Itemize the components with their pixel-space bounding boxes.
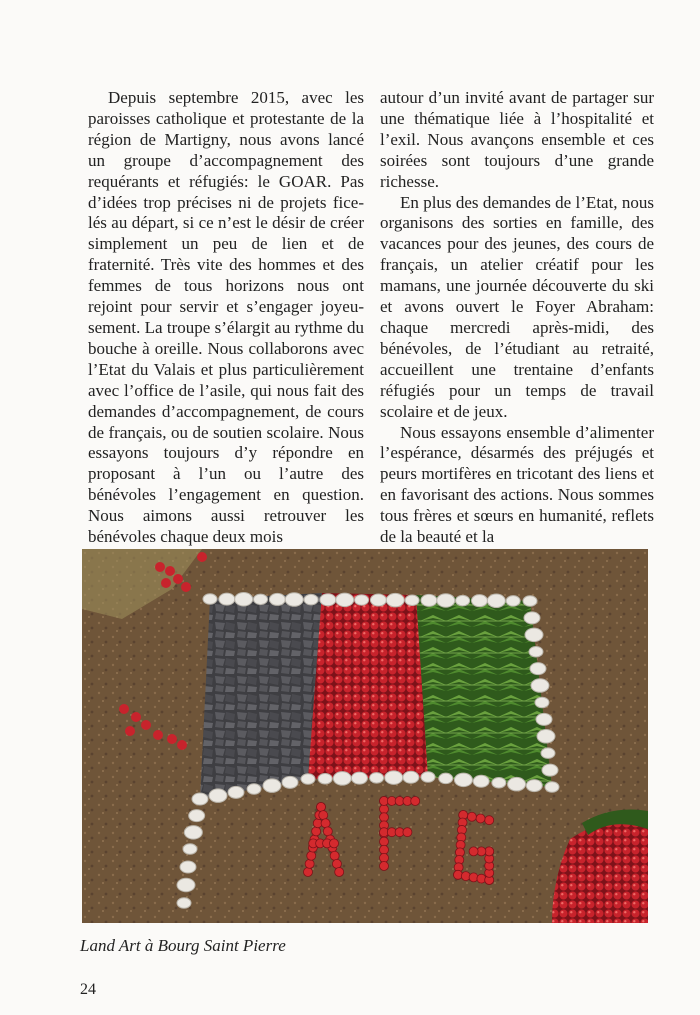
pebble [536, 713, 552, 725]
letter-berry [380, 853, 389, 862]
pebble [535, 697, 549, 708]
pebble [526, 780, 542, 792]
paragraph: autour d’un invité avant de partager sur une thématique liée à l’hospitalité et l’exil. Nous avançons ensemble et ces soirées sont toujours d’une grande richesse. [380, 88, 654, 191]
pebble [235, 592, 253, 606]
letter-berry [330, 851, 339, 860]
pebble [209, 789, 227, 803]
pebble [524, 612, 540, 624]
pebble [184, 826, 202, 840]
letter-berry [380, 837, 389, 846]
paragraph: Depuis septembre 2015, avec les paroisses catholique et protestante de la région de Martigny, nous avons lancé un groupe d’accompagnement des requérants et réfugiés: le GOAR. Pas d’idées trop précises ni de projets ficelés au départ, si ce n’est le désir de créer simplement un peu de lien et de fraternité. Très vite des hommes et des femmes de tous horizons nous ont rejoint pour servir et s’engager joyeusement. La troupe s’élargit au rythme du bouche à oreille. Nous collaborons avec l’Etat du Valais et plus particulièrement avec l’office de l’asile, qui nous fait des demandes d’accompagnement, de cours de français, ou de soutien scolaire. Nous essayons toujours d’y répondre en proposant à l’un ou l’autre des bénévoles l’engagement en question. Nous aimons aussi retrouver les bénévoles chaque deux mois [88, 88, 364, 547]
pebble [189, 810, 205, 822]
letter-berry [323, 827, 332, 836]
letter-berry [317, 803, 326, 812]
pebble [333, 772, 351, 786]
pebble [269, 593, 285, 605]
pebble [370, 594, 386, 606]
pebble [542, 764, 558, 776]
letter-berry [307, 851, 316, 860]
letter-berry [304, 868, 313, 877]
pebble [473, 775, 489, 787]
pebble [529, 646, 543, 657]
photo-caption: Land Art à Bourg Saint Pierre [80, 936, 286, 955]
letter-berry [305, 859, 314, 868]
pebble [471, 595, 487, 607]
pebble [203, 594, 217, 605]
pebble [508, 777, 526, 791]
pebble [351, 772, 367, 784]
flag-stripe-red [308, 593, 428, 779]
pebble [421, 594, 437, 606]
pebble [454, 773, 472, 787]
pebble [437, 594, 455, 608]
pebble [439, 773, 453, 784]
pebble [254, 594, 268, 605]
pebble [525, 628, 543, 642]
letter-berry [330, 839, 339, 848]
letter-berry [335, 868, 344, 877]
pebble [370, 773, 384, 784]
letter-berry [380, 805, 389, 814]
letter-berry [380, 845, 389, 854]
pebble [541, 748, 555, 759]
pebble [403, 771, 419, 783]
pebble [421, 772, 435, 783]
pebble [492, 777, 506, 788]
photo-illustration [82, 549, 648, 923]
letter-berry [332, 859, 341, 868]
letter-berry [403, 828, 412, 837]
pebble [285, 593, 303, 607]
pebble [219, 593, 235, 605]
pebble [487, 594, 505, 608]
pebble [386, 593, 404, 607]
paragraph: Nous essayons ensemble d’alimenter l’espérance, désarmés des préjugés et peurs mortifères en tricotant des liens et en favorisant des actions. Nous sommes tous frères et sœurs en humanité, reflets de la beauté et la [380, 422, 654, 547]
pebble [531, 679, 549, 693]
text-column-right [380, 88, 654, 548]
pebble [456, 595, 470, 606]
letter-berry [380, 862, 389, 871]
pebble [177, 878, 195, 892]
pebble [506, 596, 520, 607]
letter-berry [469, 847, 478, 856]
flag-stripe-black [200, 593, 322, 799]
pebble [355, 595, 369, 606]
pebble [183, 844, 197, 855]
pebble [320, 594, 336, 606]
letter-berry [319, 811, 328, 820]
pebble [545, 782, 559, 793]
pebble [405, 595, 419, 606]
letter-berry [476, 814, 485, 823]
text-column-left [88, 88, 364, 548]
pebble [177, 898, 191, 909]
letter-berry [467, 812, 476, 821]
pebble [247, 784, 261, 795]
pebble [318, 773, 332, 784]
letter-berry [312, 827, 321, 836]
pebble [301, 774, 315, 785]
pebble [385, 771, 403, 785]
pebble [336, 593, 354, 607]
pebble [263, 779, 281, 793]
pebble [304, 594, 318, 605]
pebble [537, 730, 555, 744]
pebble [530, 663, 546, 675]
pebble [282, 776, 298, 788]
letter-berry [411, 797, 420, 806]
letter-berry [321, 819, 330, 828]
letter-berry [485, 816, 494, 825]
paragraph: En plus des demandes de l’Etat, nous organisons des sorties en famille, des vacances pour des jeunes, des cours de français, un atelier créatif pour les mamans, une journée découverte du ski et avons ouvert le Foyer Abraham: chaque mercredi après-midi, des bénévoles, de l’étudiant au retraité, accueillent une trentaine d’enfants réfugiés pour un temps de travail scolaire et de jeux. [380, 192, 654, 421]
letter-berry [380, 813, 389, 822]
pebble [192, 793, 208, 805]
pebble [228, 786, 244, 798]
pebble [523, 596, 537, 607]
page-number: 24 [80, 981, 96, 998]
land-art-photo [82, 549, 648, 923]
pebble [180, 861, 196, 873]
